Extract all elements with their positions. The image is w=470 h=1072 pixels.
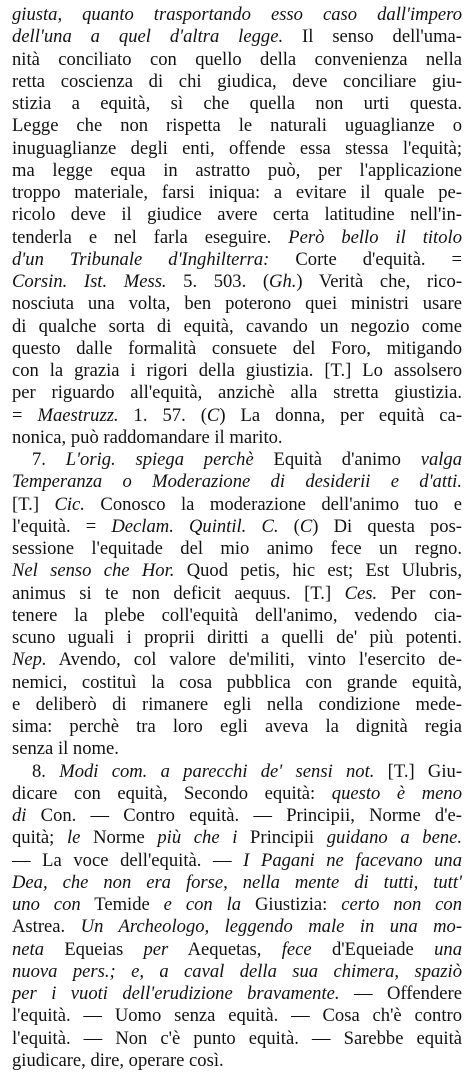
text-run: [T.] Giu- <box>374 761 462 782</box>
text-run: quità; <box>12 827 67 848</box>
italic-text-run: valga <box>421 449 462 470</box>
text-line <box>12 316 462 338</box>
text-line <box>12 916 462 938</box>
italic-text-run: Nep. <box>12 649 47 670</box>
text-line <box>12 583 462 605</box>
text-run: — La voce dell'equità. — <box>12 850 243 871</box>
text-line <box>12 1005 462 1027</box>
text-line <box>12 805 462 827</box>
text-run: ) Di questa pos- <box>312 516 462 537</box>
text-run: sessione l'equitade del mio animo fece un regno. <box>12 538 462 559</box>
text-line <box>12 983 462 1005</box>
italic-text-run: L'orig. spiega perchè <box>66 449 254 470</box>
italic-text-run: e con la <box>164 894 241 915</box>
italic-text-run: Cic. <box>54 494 84 515</box>
italic-text-run: neta <box>12 939 44 960</box>
text-run: per riguardo all'equità, anzichè alla stretta giustizia. <box>12 382 462 403</box>
text-run: stizia a equità, sì che quella non urti questa. <box>12 93 462 114</box>
italic-text-run: per <box>144 939 169 960</box>
text-line <box>12 560 462 582</box>
text-line <box>12 761 462 783</box>
text-line <box>12 93 462 115</box>
text-line <box>12 427 462 449</box>
text-run: Avendo, col valore de'militi, vinto l'esercito de- <box>47 649 462 670</box>
text-run: nemici, costituì la cosa pubblica con grande equità, <box>12 672 462 693</box>
continuation-paragraph <box>12 4 462 449</box>
text-line <box>12 26 462 48</box>
text-run: Equeias <box>44 939 143 960</box>
text-run: Norme <box>80 827 157 848</box>
text-line <box>12 716 462 738</box>
text-line <box>12 672 462 694</box>
text-line <box>12 204 462 226</box>
italic-text-run: Dea, che non era forse, nella mente di tutti, tutt' <box>12 872 462 893</box>
text-line <box>12 1028 462 1050</box>
text-line <box>12 293 462 315</box>
text-line <box>12 961 462 983</box>
italic-text-run: uno con <box>12 894 81 915</box>
text-line <box>12 627 462 649</box>
text-line <box>12 160 462 182</box>
text-run: Il senso dell'uma- <box>283 26 462 47</box>
text-run: nità conciliato con quello della convenienza nella <box>12 49 462 70</box>
text-line <box>12 538 462 560</box>
text-run: ma legge equa in astratto può, per l'applicazione <box>12 160 462 181</box>
text-line <box>12 471 462 493</box>
text-line <box>12 405 462 427</box>
text-run: e deliberò di rimanere egli nella condizione mede- <box>12 694 462 715</box>
text-line <box>12 694 462 716</box>
text-run: Quod petis, hic est; Est Ulubris, <box>174 560 462 581</box>
text-line <box>12 649 462 671</box>
italic-text-run: le <box>67 827 80 848</box>
text-run: 1. 57. ( <box>119 405 207 426</box>
text-run: nonica, può raddomandare il marito. <box>12 427 283 448</box>
text-run: Temide <box>81 894 164 915</box>
italic-text-run: Declam. Quintil. C. <box>111 516 278 537</box>
text-run: inuguaglianze degli enti, offende essa stessa l'equità; <box>12 138 462 159</box>
italic-text-run: guidano a bene. <box>327 827 462 848</box>
text-run: ) La donna, per equità ca- <box>219 405 462 426</box>
text-run: Conosco la moderazione dell'animo tuo e <box>85 494 462 515</box>
italic-text-run: nuova pers.; e, a caval della sua chimera, spaziò <box>12 961 462 982</box>
text-line <box>12 494 462 516</box>
text-run: animus si te non deficit aequus. [T.] <box>12 583 345 604</box>
text-run: tenderla e nel farla eseguire. <box>12 227 288 248</box>
italic-text-run: Maestruzz. <box>37 405 118 426</box>
text-run: = <box>12 405 37 426</box>
text-run: l'equità. — Non c'è punto equità. — Sarebbe equità <box>12 1028 462 1049</box>
italic-text-run: per i vuoti dell'erudizione bravamente. <box>12 983 340 1004</box>
italic-text-run: I Pagani ne facevano una <box>243 850 462 871</box>
text-run: Aequetas, <box>168 939 281 960</box>
text-line <box>12 783 462 805</box>
text-run: d'Equeiade <box>312 939 434 960</box>
text-line <box>12 939 462 961</box>
italic-text-run: Modi com. a parecchi de' sensi not. <box>59 761 374 782</box>
italic-text-run: Corsin. Ist. Mess. <box>12 271 167 292</box>
text-run: [T.] <box>12 494 54 515</box>
text-run: giudicare, dire, operare così. <box>12 1050 224 1071</box>
section-7-paragraph <box>12 449 462 761</box>
text-run: questo dalle formalità consuete del Foro, mitigando <box>12 338 462 359</box>
italic-text-run: C <box>207 405 219 426</box>
text-line <box>12 338 462 360</box>
text-run: tenere la plebe coll'equità dell'animo, vedendo cia- <box>12 605 462 626</box>
text-line <box>12 382 462 404</box>
text-run: di qualche sorta di equità, cavando un negozio come <box>12 316 462 337</box>
text-line <box>12 738 462 760</box>
text-run: retta coscienza di chi giudica, deve conciliare giu- <box>12 71 462 92</box>
text-line <box>12 894 462 916</box>
text-run: — Offendere <box>340 983 462 1004</box>
text-line <box>12 1050 462 1072</box>
italic-text-run: di <box>12 805 26 826</box>
italic-text-run: Un Archeologo, leggendo male in una mo- <box>81 916 462 937</box>
text-run: sima: perchè tra loro egli aveva la dignità regia <box>12 716 462 737</box>
text-run: ) Verità che, rico- <box>296 271 462 292</box>
text-run: con la grazia i rigori della giustizia. [T.] Lo assolsero <box>12 360 462 381</box>
text-line <box>12 516 462 538</box>
italic-text-run: una <box>434 939 462 960</box>
text-line <box>12 271 462 293</box>
text-line <box>12 605 462 627</box>
text-line <box>12 138 462 160</box>
text-line <box>12 449 462 471</box>
italic-text-run: Nel senso che Hor. <box>12 560 174 581</box>
italic-text-run: certo non con <box>341 894 462 915</box>
text-run: 8. <box>32 761 59 782</box>
section-8-paragraph <box>12 761 462 1072</box>
text-run: dicare con equità, Secondo equità: <box>12 783 332 804</box>
italic-text-run: dell'una a quel d'altra legge. <box>12 26 283 47</box>
text-run: Con. — Contro equità. — Principii, Norme d'e- <box>26 805 462 826</box>
italic-text-run: questo è meno <box>332 783 462 804</box>
text-run: ricolo deve il giudice avere certa latitudine nell'in- <box>12 204 462 225</box>
italic-text-run: d'un Tribunale d'Inghilterra: <box>12 249 269 270</box>
text-run: Principii <box>237 827 326 848</box>
text-run: senza il nome. <box>12 738 119 759</box>
text-run: l'equità. — Uomo senza equità. — Cosa ch'è contro <box>12 1005 462 1026</box>
italic-text-run: Ces. <box>345 583 378 604</box>
text-run: nosciuta una volta, ben poterono quei ministri usare <box>12 293 462 314</box>
italic-text-run: fece <box>282 939 312 960</box>
text-line <box>12 182 462 204</box>
text-run: scuno uguali i proprii diritti a quelli de' più potenti. <box>12 627 462 648</box>
text-run: 5. 503. ( <box>167 271 269 292</box>
text-run: 7. <box>32 449 66 470</box>
italic-text-run: Però bello il titolo <box>288 227 462 248</box>
text-run: Legge che non rispetta le naturali uguaglianze o <box>12 115 462 136</box>
italic-text-run: Gh. <box>269 271 296 292</box>
italic-text-run: Temperanza o Moderazione di desiderii e d'atti. <box>12 471 462 492</box>
text-line <box>12 850 462 872</box>
text-run: Astrea. <box>12 916 81 937</box>
italic-text-run: giusta, quanto trasportando esso caso dall'impero <box>12 4 462 25</box>
text-line <box>12 872 462 894</box>
text-run: ( <box>279 516 300 537</box>
text-run: l'equità. = <box>12 516 111 537</box>
text-line <box>12 360 462 382</box>
text-run: troppo materiale, farsi iniqua: a evitare il quale pe- <box>12 182 462 203</box>
italic-text-run: C <box>300 516 312 537</box>
text-line <box>12 249 462 271</box>
text-line <box>12 227 462 249</box>
text-run: Per con- <box>377 583 462 604</box>
text-run: Giustizia: <box>241 894 341 915</box>
italic-text-run: più che i <box>157 827 237 848</box>
text-line <box>12 827 462 849</box>
text-line <box>12 49 462 71</box>
text-run: Corte d'equità. = <box>269 249 462 270</box>
text-line <box>12 115 462 137</box>
text-line <box>12 4 462 26</box>
text-run: Equità d'animo <box>254 449 421 470</box>
text-line <box>12 71 462 93</box>
